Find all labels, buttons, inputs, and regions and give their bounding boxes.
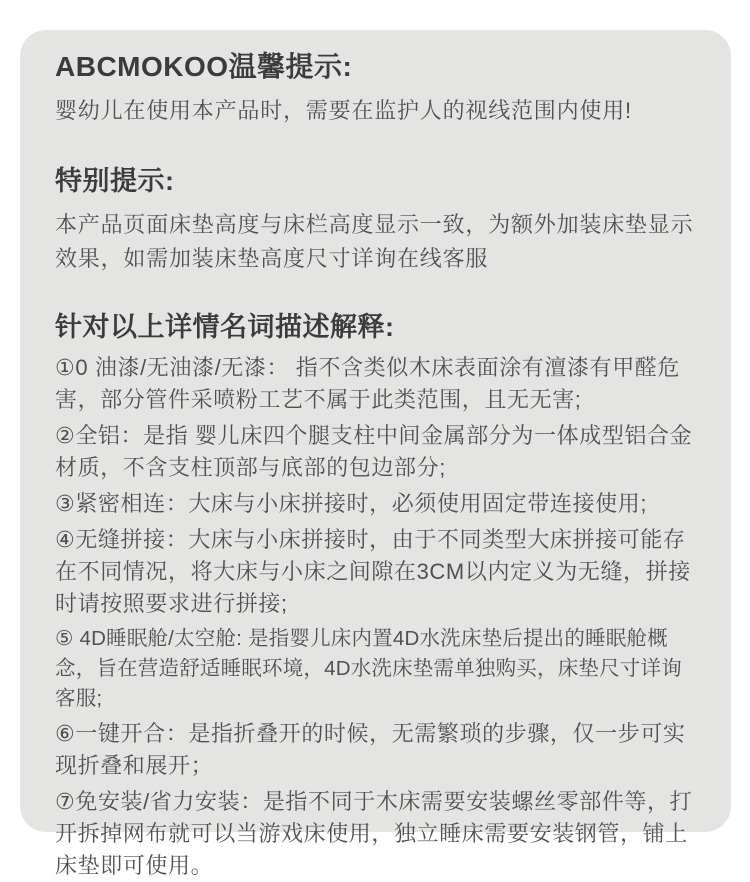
glossary-item-6-one-key-fold: ⑥一键开合：是指折叠开的时候，无需繁琐的步骤，仅一步可实现折叠和展开； — [55, 721, 686, 778]
glossary-item-7-no-assembly: ⑦免安装/省力安装：是指不同于木床需要安装螺丝零部件等，打开拆掉网布就可以当游戏床使用，独立睡床需要安装钢管，铺上床垫即可使用。 — [55, 789, 693, 878]
glossary-item-5-4d-sleep-cabin: ⑤ 4D睡眠舱/太空舱: 是指婴儿床内置4D水洗床垫后提出的睡眠舱概念，旨在营造舒适睡眠环境，4D水洗床垫需单独购买，床垫尺寸详询客服; — [55, 627, 682, 710]
glossary-item-2-all-aluminum: ②全铝：是指 婴儿床四个腿支柱中间金属部分为一体成型铝合金材质，不含支柱顶部与底部的包边部分; — [55, 423, 693, 480]
glossary-item-4-seamless-splicing: ④无缝拼接：大床与小床拼接时，由于不同类型大床拼接可能存在不同情况，将大床与小床之间隙在3CM以内定义为无缝，拼接时请按照要求进行拼接; — [55, 527, 691, 616]
brand-tips-text: 婴幼儿在使用本产品时，需要在监护人的视线范围内使用! — [55, 98, 632, 123]
glossary-item-3-tight-connection: ③紧密相连：大床与小床拼接时，必须使用固定带连接使用; — [55, 491, 648, 516]
glossary-list — [55, 352, 701, 882]
special-note-heading: 特别提示: — [55, 166, 175, 196]
notice-card — [20, 30, 731, 878]
special-note-text: 本产品页面床垫高度与床栏高度显示一致，为额外加装床垫显示效果，如需加装床垫高度尺寸详询在线客服 — [55, 212, 694, 271]
glossary-heading: 针对以上详情名词描述解释: — [55, 312, 395, 342]
brand-tips-heading: ABCMOKOO温馨提示: — [55, 51, 353, 82]
glossary-item-1-no-paint: ①0 油漆/无油漆/无漆： 指不含类似木床表面涂有澶漆有甲醛危害，部分管件采喷粉工艺不属于此类范围，且无无害; — [55, 355, 681, 412]
